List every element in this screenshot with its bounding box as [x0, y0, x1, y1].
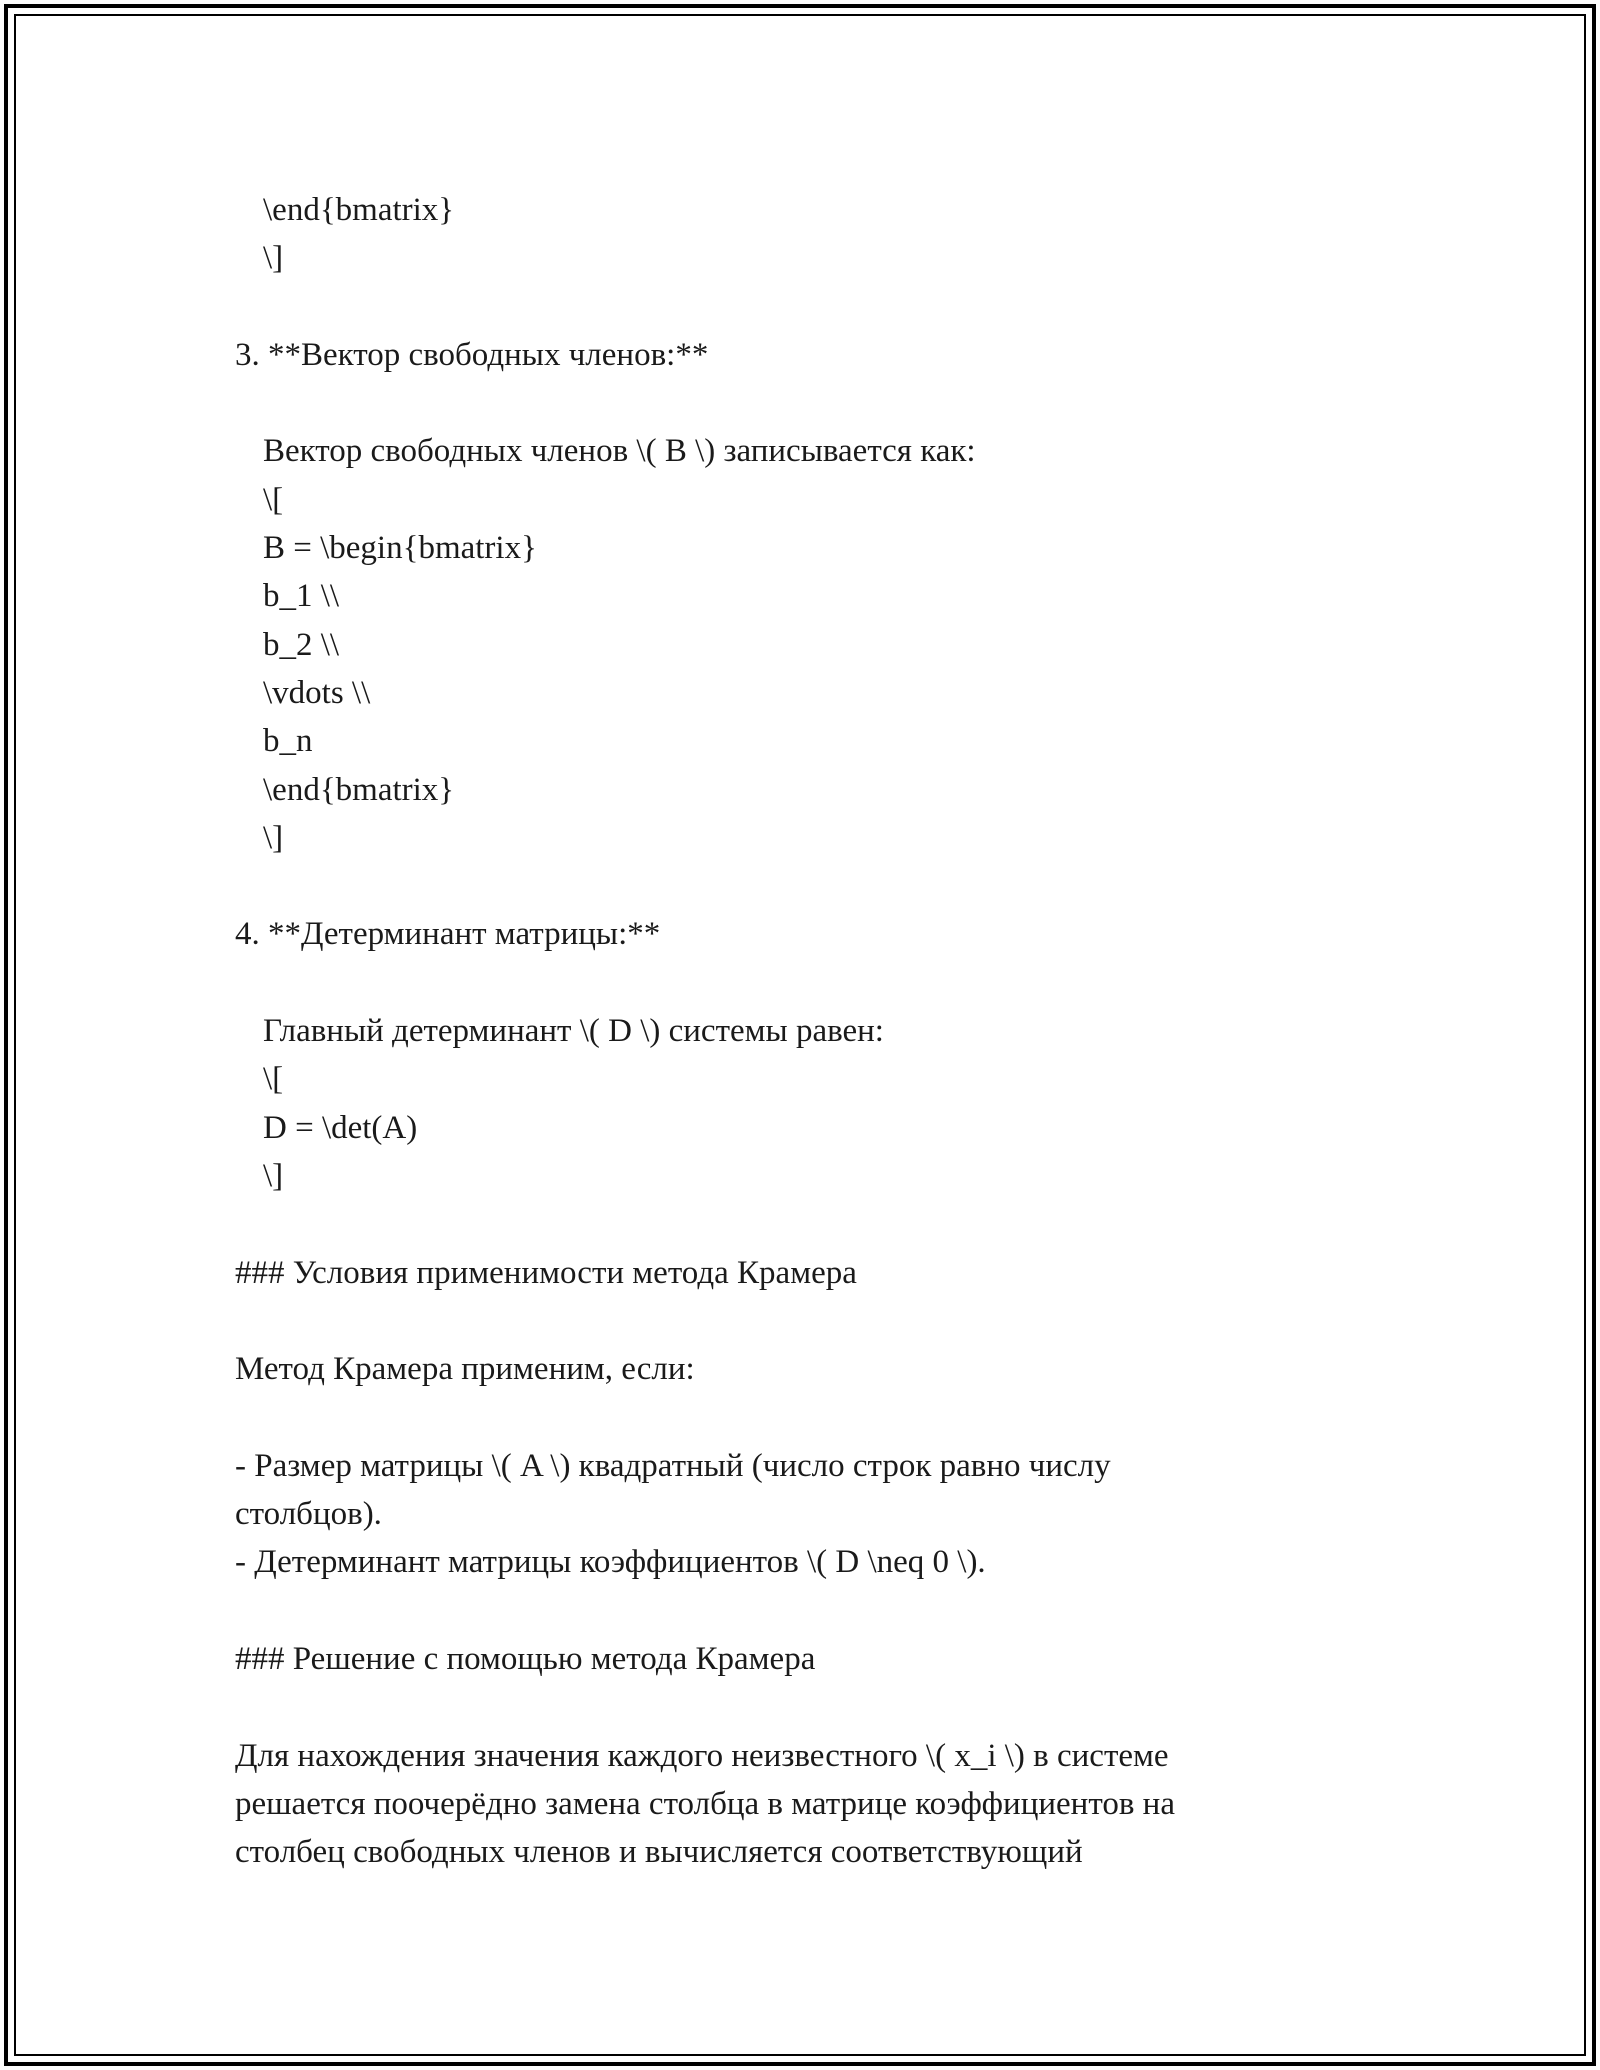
text-line: столбец свободных членов и вычисляется соответствующий: [235, 1834, 1083, 1871]
blank-line: [235, 959, 1365, 1007]
text-line: b_2 \\: [263, 626, 340, 663]
text-line: столбцов).: [235, 1496, 382, 1533]
blank-line: [235, 862, 1365, 910]
text-line: \[: [263, 481, 284, 518]
text-line: Главный детерминант \( D \) системы равен:: [263, 1013, 884, 1050]
text-line: ### Решение с помощью метода Крамера: [235, 1640, 816, 1677]
blank-line: [235, 1200, 1365, 1248]
blank-line: [235, 1683, 1365, 1731]
blank-line: [235, 283, 1365, 331]
document-body: [235, 186, 1365, 1876]
text-line: \]: [263, 819, 284, 856]
text-line: Для нахождения значения каждого неизвестного \( x_i \) в системе: [235, 1737, 1169, 1774]
blank-line: [235, 1393, 1365, 1441]
text-line: \end{bmatrix}: [263, 771, 455, 808]
text-line: \]: [263, 240, 284, 277]
text-line: D = \det(A): [263, 1109, 418, 1146]
blank-line: [235, 1587, 1365, 1635]
text-line: - Размер матрицы \( A \) квадратный (число строк равно числу: [235, 1447, 1111, 1484]
text-line: \]: [263, 1157, 284, 1194]
text-line: - Детерминант матрицы коэффициентов \( D \neq 0 \).: [235, 1544, 986, 1581]
text-line: 3. **Вектор свободных членов:**: [235, 336, 709, 373]
text-line: Метод Крамера применим, если:: [235, 1351, 695, 1388]
text-line: B = \begin{bmatrix}: [263, 530, 537, 567]
text-line: b_1 \\: [263, 578, 340, 615]
text-line: \[: [263, 1061, 284, 1098]
text-line: 4. **Детерминант матрицы:**: [235, 916, 661, 953]
text-line: ### Условия применимости метода Крамера: [235, 1254, 857, 1291]
text-line: \end{bmatrix}: [263, 192, 455, 228]
text-line: b_n: [263, 723, 313, 760]
text-line: Вектор свободных членов \( B \) записывается как:: [263, 433, 976, 470]
blank-line: [235, 379, 1365, 427]
text-line: решается поочерёдно замена столбца в матрице коэффициентов на: [235, 1785, 1175, 1822]
blank-line: [235, 1297, 1365, 1345]
text-line: \vdots \\: [263, 674, 371, 711]
